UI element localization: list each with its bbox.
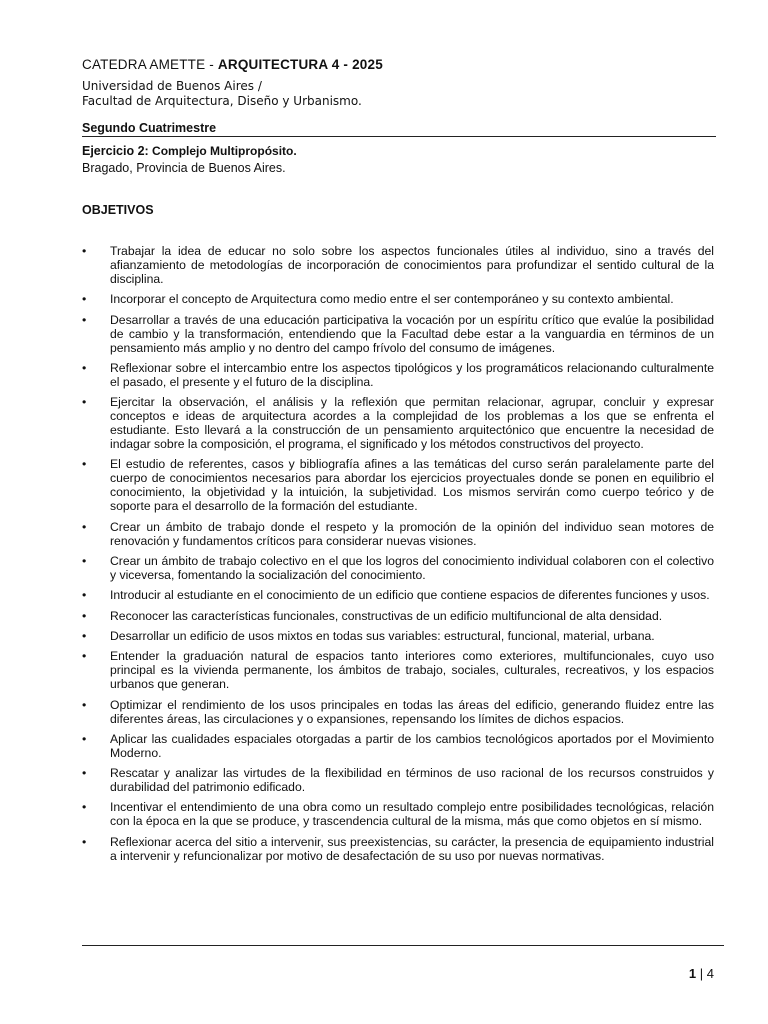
objective-item [82,244,714,286]
institution-block [82,79,362,108]
bullet-icon: • [82,588,87,603]
objective-text: Desarrollar a través de una educación participativa la vocación por un espíritu crítico que evalúe la posibilidad de cambio y la transformación, entendiendo que la Facultad debe estar a la vanguardia en términos de un pensamiento más amplio y no dentro del campo frívolo del consumo de imágenes. [110,312,714,355]
objective-text: Aplicar las cualidades espaciales otorgadas a partir de los cambios tecnológicos aportados por el Movimiento Moderno. [110,731,714,760]
bullet-icon: • [82,519,87,534]
header-divider [82,136,716,137]
objective-text: Incorporar el concepto de Arquitectura como medio entre el ser contemporáneo y su contexto ambiental. [110,292,674,307]
bullet-icon: • [82,244,87,258]
university-name: Universidad de Buenos Aires / [82,79,262,93]
objective-item [82,313,714,355]
objective-text: Reflexionar acerca del sitio a intervenir, sus preexistencias, su carácter, la presencia de equipamiento industrial a intervenir y refuncionalizar por motivo de desafectación de su uso por nuevas normativas. [110,834,714,863]
objective-text: Ejercitar la observación, el análisis y la reflexión que permitan relacionar, agrupar, concluir y expresar conceptos e ideas de arquitectura acordes a la complejidad de los problemas a los que se enfrenta el estudiante. Esto llevará a la construcción de un pensamiento arquitectónico que encuentre la necesidad de indagar sobre la composición, el programa, el significado y los métodos constructivos del proyecto. [110,395,714,452]
exercise-label: Ejercicio 2: [82,144,149,158]
objective-item [82,629,714,643]
page-current: 1 [688,966,697,981]
bullet-icon: • [82,292,87,307]
exercise-location: Bragado, Provincia de Buenos Aires. [82,161,286,175]
objective-item [82,588,714,602]
objective-text: Incentivar el entendimiento de una obra como un resultado complejo entre posibilidades tecnológicas, relación con la época en la que se produce, y trascendencia cultural de la misma, más que como objetos en sí mismo. [110,800,714,829]
semester-heading: Segundo Cuatrimestre [82,121,217,135]
bullet-icon: • [82,360,87,375]
objective-item [82,698,714,726]
objective-item [82,609,714,623]
bullet-icon: • [82,800,87,815]
objective-item [82,395,714,451]
objective-text: Optimizar el rendimiento de los usos principales en todas las áreas del edificio, generando fluidez entre las diferentes áreas, las circulaciones y o expansiones, repensando los límites de dichos espacios. [110,697,714,726]
objective-text: Crear un ámbito de trabajo colectivo en el que los logros del conocimiento individual colaboren con el colectivo y viceversa, fomentando la socialización del conocimiento. [110,554,714,583]
objective-item [82,361,714,389]
objective-text: Crear un ámbito de trabajo donde el respeto y la promoción de la opinión del individuo sean motores de renovación y fundamentos críticos para considerar nuevas visiones. [110,519,714,548]
objectives-heading: OBJETIVOS [82,203,154,217]
objective-text: Reflexionar sobre el intercambio entre los aspectos tipológicos y los programáticos relacionando culturalmente el pasado, el presente y el futuro de la disciplina. [110,360,714,389]
page-total: 4 [706,966,714,981]
objective-text: Trabajar la idea de educar no solo sobre los aspectos funcionales útiles al individuo, sino a través del afianzamiento de metodologías de incorporación de conocimientos para profundizar el sentido cultural de la disciplina. [110,244,714,286]
objective-text: El estudio de referentes, casos y bibliografía afines a las temáticas del curso serán paralelamente parte del cuerpo de conocimientos necesarios para abordar los ejercicios proyectuales donde se ponen en equilibrio el conocimiento, la objetividad y la intuición, la subjetividad. Los mismos servirán como cuerpo teórico y de soporte para el desarrollo de la formación del estudiante. [110,457,714,514]
catedra-label: CATEDRA AMETTE - [82,57,218,72]
objective-text: Introducir al estudiante en el conocimiento de un edificio que contiene espacios de diferentes funciones y usos. [110,588,710,603]
bullet-icon: • [82,554,87,569]
objective-item [82,520,714,548]
exercise-heading [82,144,297,158]
objective-text: Reconocer las características funcionales, constructivas de un edificio multifuncional de alta densidad. [110,608,663,623]
course-title: ARQUITECTURA 4 - 2025 [217,57,383,72]
bullet-icon: • [82,312,87,327]
footer-divider [82,945,724,946]
objective-item [82,835,714,863]
objectives-list [82,244,714,869]
course-header [82,57,383,72]
objective-text: Entender la graduación natural de espacios tanto interiores como exteriores, multifuncionales, cuyo uso principal es la vivienda permanente, los ámbitos de trabajo, sociales, culturales, recreativos, y los espacios urbanos que generan. [110,649,714,692]
objective-text: Rescatar y analizar las virtudes de la flexibilidad en términos de uso racional de los recursos construidos y durabilidad del patrimonio edificado. [110,766,714,795]
bullet-icon: • [82,608,87,623]
objective-text: Desarrollar un edificio de usos mixtos en todas sus variables: estructural, funcional, material, urbana. [110,628,655,643]
page-separator: | [696,966,707,981]
bullet-icon: • [82,834,87,849]
bullet-icon: • [82,731,87,746]
bullet-icon: • [82,766,87,781]
bullet-icon: • [82,628,87,643]
objective-item [82,649,714,691]
objective-item [82,292,714,306]
faculty-name: Facultad de Arquitectura, Diseño y Urbanismo. [82,93,362,108]
objective-item [82,766,714,794]
bullet-icon: • [82,395,87,410]
objective-item [82,800,714,828]
bullet-icon: • [82,649,87,664]
objective-item [82,457,714,513]
objective-item [82,732,714,760]
bullet-icon: • [82,457,87,472]
exercise-title: Complejo Multipropósito. [148,144,297,158]
bullet-icon: • [82,697,87,712]
page-number [689,966,714,981]
objective-item [82,554,714,582]
